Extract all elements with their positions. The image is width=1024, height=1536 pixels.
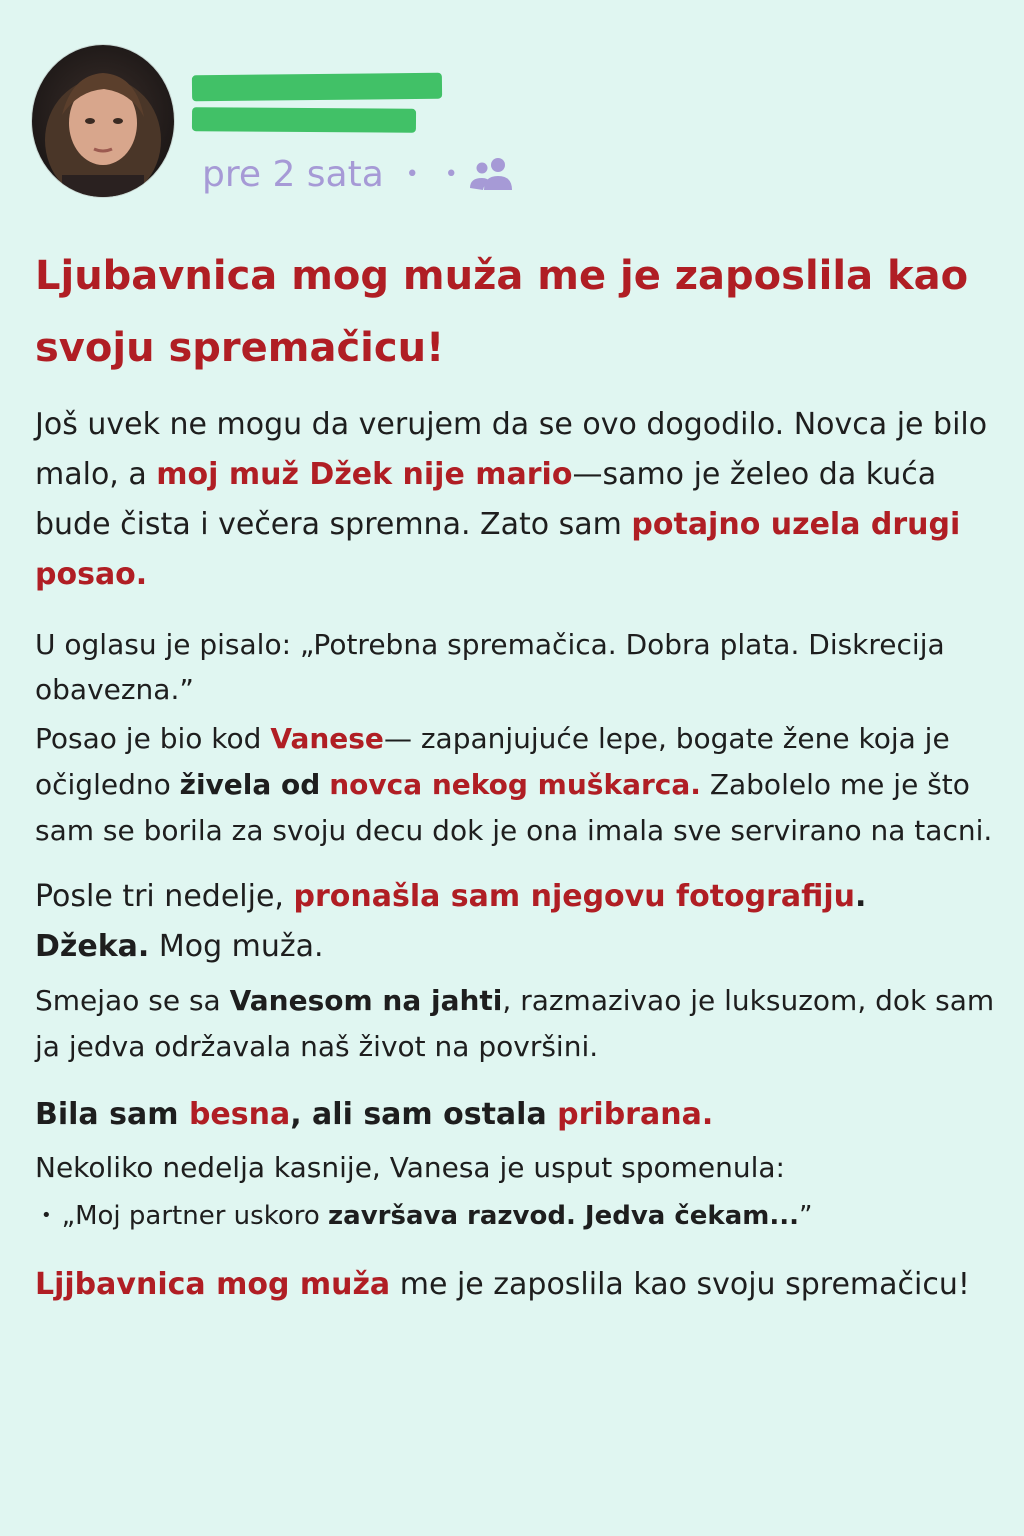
text: ”: [798, 1201, 813, 1231]
text: Posao je bio kod: [35, 722, 271, 755]
bold-text: Džeka.: [35, 929, 150, 964]
text: , razmazivao je luksuzom, dok sam ja jedva održavala naš život na površini.: [35, 984, 995, 1063]
highlight: Vanese: [270, 722, 384, 755]
text: Zabolelo me je što sam se borila za svoju decu dok je ona imala sve servirano na tacni.: [35, 768, 993, 847]
highlight: Ljjbavnica mog muža: [35, 1267, 391, 1302]
text: —samo je želeo da kuća bude čista i večera spremna. Zato sam: [35, 457, 937, 542]
bullet-mark: •: [41, 1205, 52, 1226]
paragraph-5: [35, 978, 1000, 1070]
redacted-name-2: [192, 107, 416, 133]
bold-text: Vanesom na jahti: [229, 984, 503, 1017]
text: Mog muža.: [149, 929, 324, 964]
post-time[interactable]: pre 2 sata: [202, 153, 384, 195]
paragraph-2: U oglasu je pisalo: „Potrebna spremačica. Dobra plata. Diskrecija obavezna.”: [35, 628, 945, 706]
text: [320, 768, 329, 801]
highlight: moj muž Džek nije mario: [156, 457, 573, 492]
post-body: [35, 400, 1000, 1310]
text: Smejao se sa: [35, 984, 230, 1017]
paragraph-1: [35, 400, 1000, 600]
highlight: potajno uzela drugi posao.: [35, 507, 961, 592]
paragraph-3: [35, 716, 1000, 854]
highlight: novca nekog muškarca.: [329, 768, 701, 801]
paragraph-8: [35, 1260, 1000, 1310]
text: , ali sam ostala: [290, 1097, 558, 1132]
text: Još uvek ne mogu da verujem da se ovo dogodilo. Novca je bilo malo, a: [35, 407, 988, 492]
bold-text: živela od: [179, 768, 321, 801]
text: „Moj partner uskoro: [61, 1201, 329, 1231]
paragraph-6: [35, 1090, 1000, 1140]
text: Bila sam: [35, 1097, 189, 1132]
highlight: besna: [188, 1097, 291, 1132]
text: .: [855, 879, 867, 914]
highlight: pronašla sam njegovu fotografiju: [293, 879, 856, 914]
post-meta: [202, 150, 516, 198]
paragraph-7: Nekoliko nedelja kasnije, Vanesa je usput spomenula:: [35, 1151, 785, 1184]
separator-dot-2: •: [444, 161, 458, 187]
avatar[interactable]: [32, 45, 174, 197]
post-title: Ljubavnica mog muža me je zaposlila kao svoju spremačicu!: [35, 253, 969, 371]
redacted-name: [192, 73, 442, 102]
separator-dot: •: [405, 161, 419, 187]
quote-bullet: [35, 1192, 1000, 1240]
post-header: [0, 0, 1024, 230]
highlight: pribrana.: [557, 1097, 714, 1132]
text: me je zaposlila kao svoju spremačicu!: [390, 1267, 970, 1302]
text: Posle tri nedelje,: [35, 879, 294, 914]
text: — zapanjujuće lepe, bogate žene koja je očigledno: [35, 722, 950, 801]
paragraph-4: [35, 872, 1000, 972]
bold-text: završava razvod. Jedva čekam...: [328, 1201, 799, 1231]
people-icon[interactable]: [468, 154, 516, 194]
